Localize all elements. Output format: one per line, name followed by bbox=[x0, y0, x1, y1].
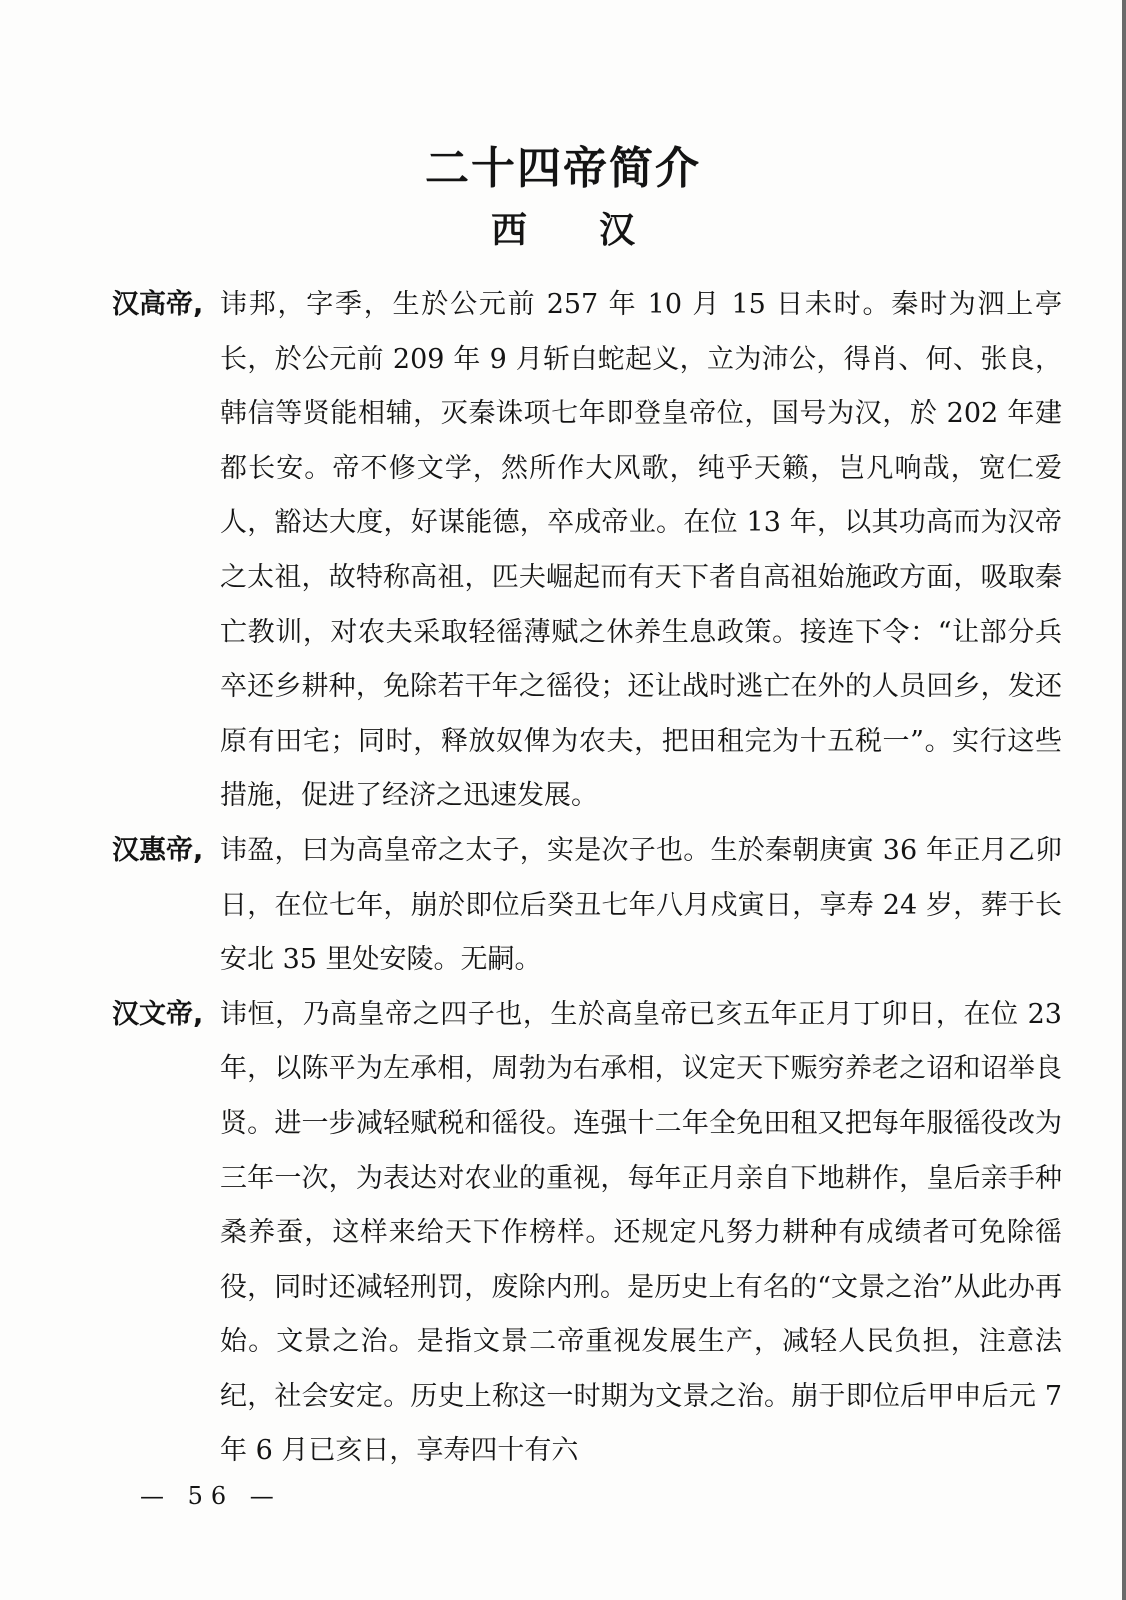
entry-name: 汉文帝, bbox=[112, 998, 204, 1030]
section-heading-char-2: 汉 bbox=[599, 210, 636, 251]
entry-text: 讳邦，字季，生於公元前 257 年 10 月 15 日未时。秦时为泗上亭长，於公元前 209 年 9 月斩白蛇起义，立为沛公，得肖、何、张良，韩信等贤能相辅，灭秦诛项七年即登皇帝位，国号为汉，於 202 年建都长安。帝不修文学，然所作大风歌，纯乎天籁，岂凡响哉，宽仁爱人，豁达大度，好谋能德，卒成帝业。在位 13 年，以其功高而为汉帝之太祖，故特称高祖，匹夫崛起而有天下者自高祖始施政方面，吸取秦亡教训，对农夫采取轻徭薄赋之休养生息政策。接连下令：“让部分兵卒还乡耕种，免除若干年之徭役；还让战时逃亡在外的人员回乡，发还原有田宅；同时，释放奴俾为农夫，把田租完为十五税一”。实行这些措施，促进了经济之迅速发展。 bbox=[220, 289, 1062, 812]
entry-name: 汉惠帝, bbox=[112, 834, 204, 866]
entry-han-wendi bbox=[112, 988, 1062, 1479]
entry-text: 讳恒，乃高皇帝之四子也，生於高皇帝已亥五年正月丁卯日，在位 23 年，以陈平为左承相，周勃为右承相，议定天下赈穷养老之诏和诏举良贤。进一步减轻赋税和徭役。连强十二年全免田租又把每年服徭役改为三年一次，为表达对农业的重视，每年正月亲自下地耕作，皇后亲手种桑养蚕，这样来给天下作榜样。还规定凡努力耕种有成绩者可免除徭役，同时还减轻刑罚，废除内刑。是历史上有名的“文景之治”从此办再始。文景之治。是指文景二帝重视发展生产，减轻人民负担，注意法纪，社会安定。历史上称这一时期为文景之治。崩于即位后甲申后元 7 年 6 月已亥日，享寿四十有六 bbox=[220, 998, 1062, 1467]
entry-text: 讳盈，曰为高皇帝之太子，实是次子也。生於秦朝庚寅 36 年正月乙卯日，在位七年，崩於即位后癸丑七年八月戍寅日，享寿 24 岁，葬于长安北 35 里处安陵。无嗣。 bbox=[220, 834, 1062, 976]
emperor-entries bbox=[112, 278, 1062, 1479]
section-heading bbox=[0, 202, 1126, 253]
entry-name: 汉高帝, bbox=[112, 289, 204, 320]
entry-han-gaodi bbox=[112, 278, 1062, 824]
page-number: — 56 — bbox=[140, 1482, 282, 1510]
section-heading-char-1: 西 bbox=[490, 210, 527, 251]
entry-han-huidi bbox=[112, 824, 1062, 988]
page-title: 二十四帝简介 bbox=[425, 143, 701, 194]
